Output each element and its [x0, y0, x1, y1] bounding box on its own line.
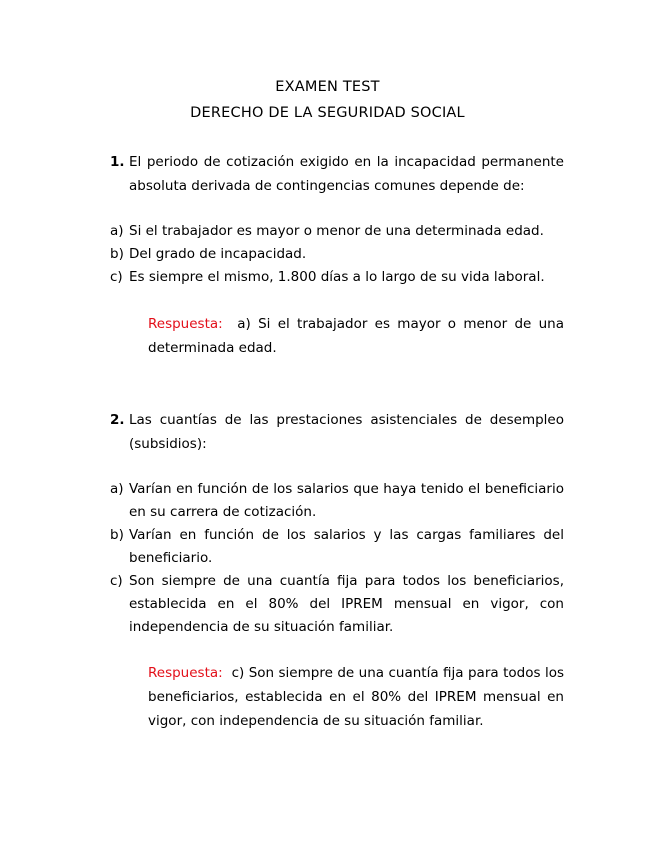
option-letter: b)	[110, 527, 124, 543]
question-number: 1.	[110, 154, 125, 170]
answer-label: Respuesta:	[148, 316, 223, 332]
option-text: Si el trabajador es mayor o menor de una determinada edad.	[129, 223, 544, 239]
question-1	[110, 150, 564, 360]
option-a	[110, 478, 564, 524]
question-text: Las cuantías de las prestaciones asistenciales de desempleo (subsidios):	[129, 412, 564, 452]
option-letter: b)	[110, 246, 124, 262]
options-list	[110, 220, 564, 289]
option-b	[110, 524, 564, 570]
option-c	[110, 266, 564, 289]
option-letter: c)	[110, 269, 123, 285]
option-text: Del grado de incapacidad.	[129, 246, 307, 262]
answer-block	[148, 312, 564, 360]
option-b	[110, 243, 564, 266]
answer-text: a) Si el trabajador es mayor o menor de una determinada edad.	[148, 316, 564, 356]
option-text: Es siempre el mismo, 1.800 días a lo largo de su vida laboral.	[129, 269, 545, 285]
option-text: Son siempre de una cuantía fija para todos los beneficiarios, establecida en el 80% del IPREM mensual en vigor, con independencia de su situación familiar.	[129, 573, 564, 635]
document-subtitle: DERECHO DE LA SEGURIDAD SOCIAL	[190, 105, 465, 121]
options-list	[110, 478, 564, 639]
answer-block	[148, 661, 564, 733]
answer-label: Respuesta:	[148, 665, 223, 681]
option-letter: a)	[110, 481, 124, 497]
answer-text: c) Son siempre de una cuantía fija para todos los beneficiarios, establecida en el 80% del IPREM mensual en vigor, con independencia de su situación familiar.	[148, 665, 564, 729]
option-a	[110, 220, 564, 243]
option-text: Varían en función de los salarios que haya tenido el beneficiario en su carrera de cotización.	[129, 481, 564, 520]
question-number: 2.	[110, 412, 125, 428]
option-letter: a)	[110, 223, 124, 239]
question-2	[110, 408, 564, 733]
option-c	[110, 570, 564, 639]
option-text: Varían en función de los salarios y las cargas familiares del beneficiario.	[129, 527, 564, 566]
document-title: EXAMEN TEST	[275, 79, 380, 95]
question-text: El periodo de cotización exigido en la incapacidad permanente absoluta derivada de contingencias comunes depende de:	[129, 154, 564, 194]
option-letter: c)	[110, 573, 123, 589]
